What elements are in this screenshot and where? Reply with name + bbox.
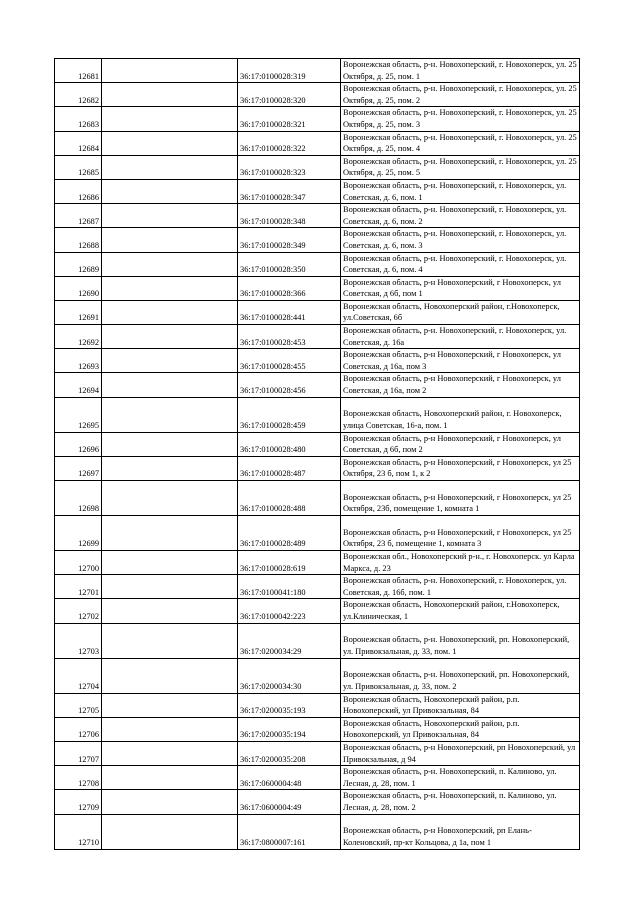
row-number: 12702 xyxy=(55,599,102,623)
cadastral-number: 36:17:0100028:321 xyxy=(238,107,341,131)
address-cell: Воронежская область, р-н Новохоперский, г Новохоперск, ул Советская, д 16а, пом 3 xyxy=(341,349,580,373)
address-cell: Воронежская область, р-н. Новохоперский, г. Новохоперск, ул. Советская, д. 16б, пом. 1 xyxy=(341,575,580,599)
address-cell: Воронежская область, Новохоперский район, г. Новохоперск, улица Советская, 16-а, пом. 1 xyxy=(341,397,580,432)
row-number: 12700 xyxy=(55,551,102,575)
row-number: 12703 xyxy=(55,623,102,658)
table-row xyxy=(55,155,580,179)
table-row xyxy=(55,516,580,551)
table-row xyxy=(55,790,580,814)
cadastral-number: 36:17:0100028:456 xyxy=(238,373,341,397)
cadastral-number: 36:17:0200034:30 xyxy=(238,658,341,693)
table-row xyxy=(55,204,580,228)
row-number: 12682 xyxy=(55,83,102,107)
empty-cell xyxy=(102,766,238,790)
row-number: 12699 xyxy=(55,516,102,551)
address-cell: Воронежская область, р-н. Новохоперский, п. Калиново, ул. Лесная, д. 28, пом. 1 xyxy=(341,766,580,790)
cadastral-number: 36:17:0200035:194 xyxy=(238,717,341,741)
table-row xyxy=(55,179,580,203)
empty-cell xyxy=(102,131,238,155)
cadastral-number: 36:17:0600004:48 xyxy=(238,766,341,790)
empty-cell xyxy=(102,204,238,228)
row-number: 12709 xyxy=(55,790,102,814)
row-number: 12683 xyxy=(55,107,102,131)
row-number: 12705 xyxy=(55,693,102,717)
row-number: 12684 xyxy=(55,131,102,155)
cadastral-number: 36:17:0100028:453 xyxy=(238,325,341,349)
table-row xyxy=(55,456,580,480)
cadastral-number: 36:17:0200035:208 xyxy=(238,741,341,765)
cadastral-number: 36:17:0100028:322 xyxy=(238,131,341,155)
table-row xyxy=(55,432,580,456)
cadastral-number: 36:17:0100041:180 xyxy=(238,575,341,599)
address-cell: Воронежская область, р-н Новохоперский, рп Елань-Коленовский, пр-кт Кольцова, д 1а, пом 1 xyxy=(341,814,580,849)
cadastral-number: 36:17:0100028:347 xyxy=(238,179,341,203)
table-row xyxy=(55,131,580,155)
cadastral-number: 36:17:0100028:480 xyxy=(238,432,341,456)
cadastral-number: 36:17:0100028:366 xyxy=(238,276,341,300)
address-cell: Воронежская область, р-н Новохоперский, г Новохоперск, ул Советская, д 16а, пом 2 xyxy=(341,373,580,397)
table-row xyxy=(55,349,580,373)
cadastral-number: 36:17:0100042:223 xyxy=(238,599,341,623)
row-number: 12695 xyxy=(55,397,102,432)
empty-cell xyxy=(102,551,238,575)
table-row xyxy=(55,741,580,765)
empty-cell xyxy=(102,814,238,849)
table-row xyxy=(55,107,580,131)
empty-cell xyxy=(102,575,238,599)
cadastral-number: 36:17:0100028:455 xyxy=(238,349,341,373)
cadastral-number: 36:17:0100028:487 xyxy=(238,456,341,480)
empty-cell xyxy=(102,432,238,456)
row-number: 12707 xyxy=(55,741,102,765)
table-row xyxy=(55,693,580,717)
address-cell: Воронежская область, р-н Новохоперский, г Новохоперск, ул Советская, д 6б, пом 2 xyxy=(341,432,580,456)
row-number: 12701 xyxy=(55,575,102,599)
row-number: 12693 xyxy=(55,349,102,373)
table-row xyxy=(55,228,580,252)
address-cell: Воронежская область, р-н. Новохоперский, г. Новохоперск, ул. Советская, д. 6, пом. 1 xyxy=(341,179,580,203)
cadastral-number: 36:17:0800007:161 xyxy=(238,814,341,849)
table-row xyxy=(55,623,580,658)
cadastral-number: 36:17:0600004:49 xyxy=(238,790,341,814)
address-cell: Воронежская область, р-н. Новохоперский, г. Новохоперск, ул. 25 Октября, д. 25, пом. 1 xyxy=(341,59,580,83)
table-row xyxy=(55,373,580,397)
table-row xyxy=(55,658,580,693)
address-cell: Воронежская область, р-н. Новохоперский, п. Калиново, ул. Лесная, д. 28, пом. 2 xyxy=(341,790,580,814)
empty-cell xyxy=(102,481,238,516)
row-number: 12687 xyxy=(55,204,102,228)
row-number: 12698 xyxy=(55,481,102,516)
empty-cell xyxy=(102,276,238,300)
table-row xyxy=(55,59,580,83)
address-cell: Воронежская обл., Новохоперский р-н., г. Новохоперск. ул Карла Маркса, д. 23 xyxy=(341,551,580,575)
address-cell: Воронежская область, р-н. Новохоперский, рп. Новохоперский, ул. Привокзальная, д. 33, пом. 1 xyxy=(341,623,580,658)
table-row xyxy=(55,481,580,516)
row-number: 12685 xyxy=(55,155,102,179)
registry-table xyxy=(54,58,580,850)
cadastral-number: 36:17:0100028:488 xyxy=(238,481,341,516)
empty-cell xyxy=(102,516,238,551)
cadastral-number: 36:17:0100028:319 xyxy=(238,59,341,83)
empty-cell xyxy=(102,790,238,814)
row-number: 12708 xyxy=(55,766,102,790)
cadastral-number: 36:17:0100028:320 xyxy=(238,83,341,107)
address-cell: Воронежская область, р-н. Новохоперский, г. Новохоперск, ул. Советская, д. 6, пом. 3 xyxy=(341,228,580,252)
address-cell: Воронежская область, р-н. Новохоперский, г. Новохоперск, ул. Советская, д. 6, пом. 2 xyxy=(341,204,580,228)
row-number: 12694 xyxy=(55,373,102,397)
address-cell: Воронежская область, р-н. Новохоперский, г. Новохоперск, ул. 25 Октября, д. 25, пом. 3 xyxy=(341,107,580,131)
row-number: 12696 xyxy=(55,432,102,456)
cadastral-number: 36:17:0100028:349 xyxy=(238,228,341,252)
cadastral-number: 36:17:0100028:348 xyxy=(238,204,341,228)
table-row xyxy=(55,766,580,790)
cadastral-number: 36:17:0100028:459 xyxy=(238,397,341,432)
table-row xyxy=(55,397,580,432)
row-number: 12688 xyxy=(55,228,102,252)
empty-cell xyxy=(102,179,238,203)
empty-cell xyxy=(102,155,238,179)
cadastral-number: 36:17:0200034:29 xyxy=(238,623,341,658)
row-number: 12686 xyxy=(55,179,102,203)
table-row xyxy=(55,814,580,849)
empty-cell xyxy=(102,693,238,717)
cadastral-number: 36:17:0100028:441 xyxy=(238,300,341,324)
address-cell: Воронежская область, р-н. Новохоперский, г. Новохоперск, ул. Советская, д. 16а xyxy=(341,325,580,349)
row-number: 12691 xyxy=(55,300,102,324)
table-row xyxy=(55,551,580,575)
address-cell: Воронежская область, р-н Новохоперский, рп Новохоперский, ул Привокзальная, д 94 xyxy=(341,741,580,765)
empty-cell xyxy=(102,228,238,252)
empty-cell xyxy=(102,397,238,432)
empty-cell xyxy=(102,623,238,658)
table-row xyxy=(55,599,580,623)
row-number: 12689 xyxy=(55,252,102,276)
empty-cell xyxy=(102,325,238,349)
address-cell: Воронежская область, р-н. Новохоперский, г. Новохоперск, ул. 25 Октября, д. 25, пом. 4 xyxy=(341,131,580,155)
table-row xyxy=(55,252,580,276)
cadastral-number: 36:17:0100028:619 xyxy=(238,551,341,575)
row-number: 12681 xyxy=(55,59,102,83)
address-cell: Воронежская область, р-н. Новохоперский, г. Новохоперск, ул. Советская, д. 6, пом. 4 xyxy=(341,252,580,276)
address-cell: Воронежская область, р-н. Новохоперский, г. Новохоперск, ул. 25 Октября, д. 25, пом. 5 xyxy=(341,155,580,179)
address-cell: Воронежская область, р-н Новохоперский, г Новохоперск, ул Советская, д 6б, пом 1 xyxy=(341,276,580,300)
address-cell: Воронежская область, р-н. Новохоперский, г. Новохоперск, ул. 25 Октября, д. 25, пом. 2 xyxy=(341,83,580,107)
address-cell: Воронежская область, р-н Новохоперский, г Новохоперск, ул 25 Октября, 23 б, пом 1, к 2 xyxy=(341,456,580,480)
cadastral-number: 36:17:0100028:323 xyxy=(238,155,341,179)
cadastral-number: 36:17:0100028:489 xyxy=(238,516,341,551)
empty-cell xyxy=(102,107,238,131)
cadastral-number: 36:17:0100028:350 xyxy=(238,252,341,276)
address-cell: Воронежская область, р-н. Новохоперский, рп. Новохоперский, ул. Привокзальная, д. 33, пом. 2 xyxy=(341,658,580,693)
empty-cell xyxy=(102,300,238,324)
row-number: 12690 xyxy=(55,276,102,300)
empty-cell xyxy=(102,59,238,83)
address-cell: Воронежская область, Новохоперский район, р.п. Новохоперский, ул Привокзальная, 84 xyxy=(341,717,580,741)
empty-cell xyxy=(102,83,238,107)
empty-cell xyxy=(102,373,238,397)
empty-cell xyxy=(102,717,238,741)
row-number: 12704 xyxy=(55,658,102,693)
table-row xyxy=(55,575,580,599)
address-cell: Воронежская область, р-н Новохоперский, г Новохоперск, ул 25 Октября, 23б, помещение 1, комната 1 xyxy=(341,481,580,516)
registry-table-body xyxy=(55,59,580,850)
table-row xyxy=(55,325,580,349)
empty-cell xyxy=(102,349,238,373)
address-cell: Воронежская область, Новохоперский район, г.Новохоперск, ул.Советская, 6б xyxy=(341,300,580,324)
address-cell: Воронежская область, р-н Новохоперский, г Новохоперск, ул 25 Октября, 23 б, помещение 1, комната 3 xyxy=(341,516,580,551)
row-number: 12692 xyxy=(55,325,102,349)
row-number: 12706 xyxy=(55,717,102,741)
row-number: 12697 xyxy=(55,456,102,480)
row-number: 12710 xyxy=(55,814,102,849)
table-row xyxy=(55,300,580,324)
empty-cell xyxy=(102,252,238,276)
empty-cell xyxy=(102,741,238,765)
address-cell: Воронежская область, Новохоперский район, г.Новохоперск, ул.Клиническая, 1 xyxy=(341,599,580,623)
table-row xyxy=(55,276,580,300)
empty-cell xyxy=(102,456,238,480)
table-row xyxy=(55,83,580,107)
table-row xyxy=(55,717,580,741)
empty-cell xyxy=(102,599,238,623)
cadastral-number: 36:17:0200035:193 xyxy=(238,693,341,717)
address-cell: Воронежская область, Новохоперский район, р.п. Новохоперский, ул Привокзальная, 84 xyxy=(341,693,580,717)
empty-cell xyxy=(102,658,238,693)
